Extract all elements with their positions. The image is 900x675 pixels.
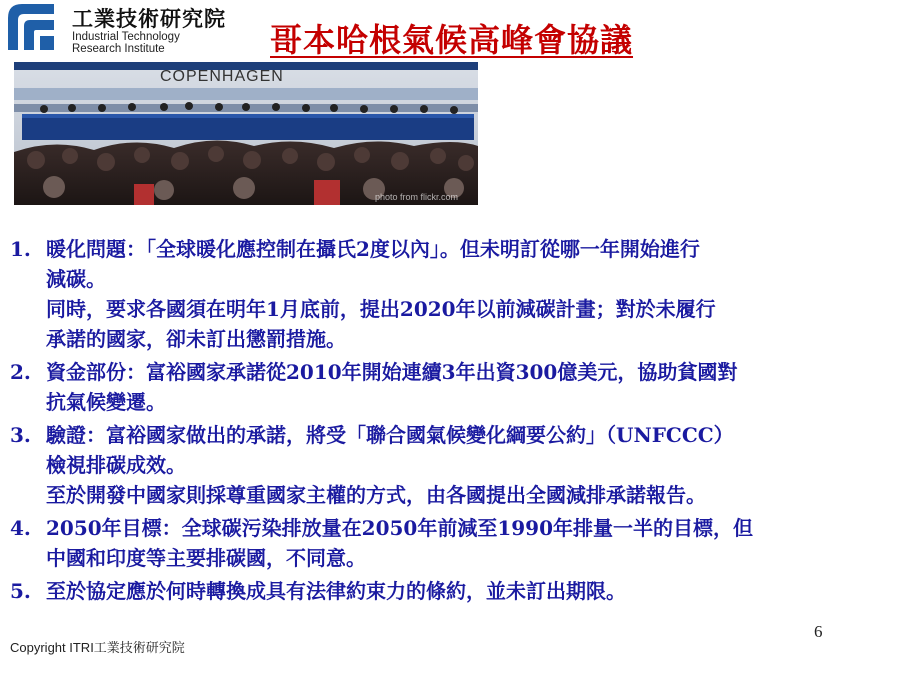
logo-name-english-line-2: Research Institute — [72, 43, 165, 55]
logo-name-english-line-1: Industrial Technology — [72, 31, 180, 43]
point-text-line: 減碳。 — [46, 267, 106, 291]
point-item-4 — [10, 513, 890, 573]
point-text-line: 至於開發中國家則採尊重國家主權的方式，由各國提出全國減排承諾報告。 — [46, 483, 706, 507]
point-text-line: 中國和印度等主要排碳國，不同意。 — [46, 546, 366, 570]
point-item-2 — [10, 357, 890, 417]
point-number: 1. — [10, 237, 31, 261]
point-item-3 — [10, 420, 890, 510]
point-text-line: 承諾的國家，卻未訂出懲罰措施。 — [46, 327, 346, 351]
itri-logo-mark-icon — [4, 0, 58, 54]
point-text-line: 2050年目標：全球碳污染排放量在2050年前減至1990年排量一半的目標，但 — [46, 516, 753, 540]
point-text-line: 至於協定應於何時轉換成具有法律約束力的條約，並未訂出期限。 — [46, 579, 626, 603]
point-item-5 — [10, 576, 890, 606]
photo-banner-text: COPENHAGEN — [160, 68, 284, 85]
slide-title: 哥本哈根氣候高峰會協議 — [270, 21, 634, 59]
logo-name-chinese: 工業技術研究院 — [72, 7, 226, 31]
point-text-line: 資金部份：富裕國家承諾從2010年開始連續3年出資300億美元，協助貧國對 — [46, 360, 738, 384]
itri-logo — [0, 0, 240, 62]
logo-name-english — [72, 31, 180, 55]
copyright-text: Copyright ITRI工業技術研究院 — [10, 640, 185, 655]
conference-photo-illustration — [14, 62, 478, 205]
agreement-points-list — [10, 234, 890, 606]
point-item-1 — [10, 234, 890, 354]
conference-photo — [14, 62, 478, 205]
point-text-line: 驗證：富裕國家做出的承諾，將受「聯合國氣候變化綱要公約」（UNFCCC） — [46, 423, 734, 447]
point-text-line: 同時，要求各國須在明年1月底前，提出2020年以前減碳計畫；對於未履行 — [46, 297, 716, 321]
photo-watermark: photo from flickr.com — [374, 192, 458, 202]
point-text-line: 檢視排碳成效。 — [46, 453, 186, 477]
point-number: 4. — [10, 516, 31, 540]
point-number: 2. — [10, 360, 31, 384]
point-number: 3. — [10, 423, 31, 447]
page-number: 6 — [814, 622, 823, 641]
point-text-line: 抗氣候變遷。 — [46, 390, 166, 414]
point-text-line: 暖化問題：「全球暖化應控制在攝氏2度以內」。但未明訂從哪一年開始進行 — [46, 237, 700, 261]
point-number: 5. — [10, 579, 31, 603]
